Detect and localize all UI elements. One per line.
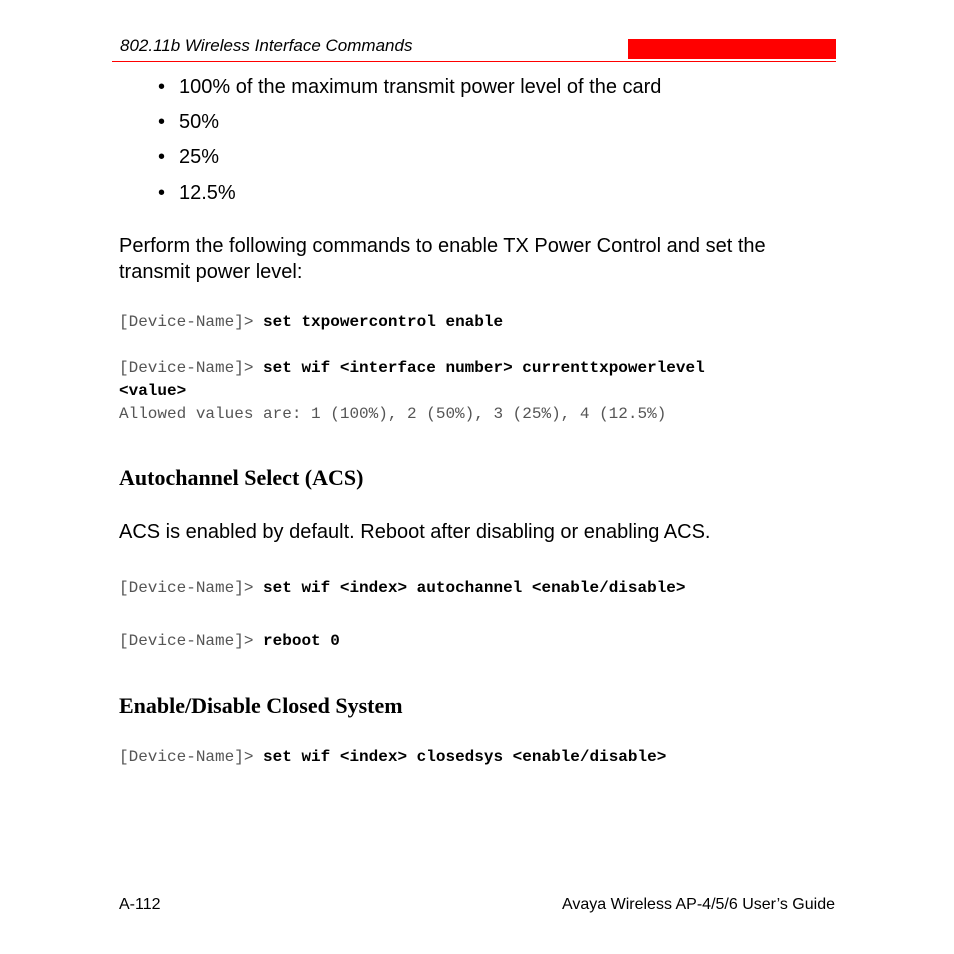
list-item-text: 25% — [179, 146, 220, 168]
section-heading-acs: Autochannel Select (ACS) — [119, 465, 364, 490]
list-item-text: 50% — [179, 111, 220, 133]
code-line-autochannel — [119, 577, 686, 599]
header-accent-bar — [628, 39, 836, 59]
list-item — [158, 181, 236, 205]
list-item-text: 100% of the maximum transmit power level of the card — [179, 76, 662, 98]
footer-guide-title: Avaya Wireless AP-4/5/6 User’s Guide — [561, 896, 835, 913]
code-line-reboot — [119, 630, 340, 652]
section-heading-closed-system: Enable/Disable Closed System — [119, 693, 403, 718]
list-item — [158, 110, 219, 134]
header-rule — [112, 61, 836, 62]
bullet-icon: • — [158, 76, 166, 98]
code-command: <value> — [119, 382, 187, 400]
acs-paragraph: ACS is enabled by default. Reboot after disabling or enabling ACS. — [119, 521, 711, 543]
code-command: reboot 0 — [263, 632, 340, 650]
code-line-currenttxpowerlevel — [119, 357, 705, 379]
running-header-title: 802.11b Wireless Interface Commands — [120, 36, 413, 55]
bullet-icon: • — [158, 182, 166, 204]
code-command: set txpowercontrol enable — [263, 313, 504, 331]
code-command: set wif <index> closedsys <enable/disable> — [263, 748, 667, 766]
code-line-txpowercontrol — [119, 311, 503, 333]
code-prompt: [Device-Name]> — [119, 748, 254, 766]
code-line-currenttxpowerlevel-cont — [119, 380, 186, 402]
bullet-icon: • — [158, 146, 166, 168]
code-output-allowed-values: Allowed values are: 1 (100%), 2 (50%), 3 (25%), 4 (12.5%) — [119, 405, 667, 423]
list-item — [158, 145, 219, 169]
code-command: set wif <interface number> currenttxpowerlevel — [263, 359, 705, 377]
bullet-icon: • — [158, 111, 166, 133]
code-line-closedsys — [119, 746, 666, 768]
code-prompt: [Device-Name]> — [119, 632, 254, 650]
list-item-text: 12.5% — [179, 182, 236, 204]
intro-paragraph: Perform the following commands to enable TX Power Control and set the transmit power level: — [119, 235, 766, 283]
code-prompt: [Device-Name]> — [119, 359, 254, 377]
code-prompt: [Device-Name]> — [119, 579, 254, 597]
code-prompt: [Device-Name]> — [119, 313, 254, 331]
code-command: set wif <index> autochannel <enable/disable> — [263, 579, 686, 597]
list-item — [158, 75, 661, 99]
footer-page-number: A-112 — [119, 896, 161, 913]
